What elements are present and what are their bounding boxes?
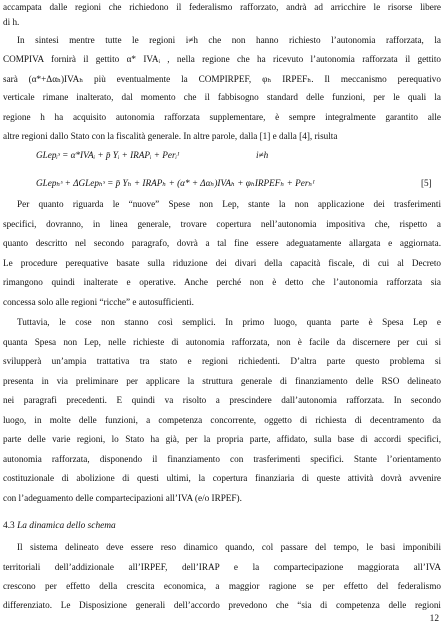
text-line: Il sistema delineato deve essere reso dinamico quando, col passare del tempo, le basi imponibili bbox=[17, 542, 441, 552]
text-line: territoriali dell’addizionale all’IRPEF, dell’IRAP e la compartecipazione maggiorata all’IVA bbox=[3, 562, 441, 572]
section-number: 4.3 bbox=[3, 521, 15, 531]
text-line: nei paragrafi precedenti. E quindi va risolto a prescindere dall’autonomia rafforzata. In secondo bbox=[3, 395, 441, 405]
text-line: accampata dalle regioni che richiedono il federalismo rafforzato, andrà ad arricchire le risorse libere bbox=[3, 2, 441, 12]
text-line: regione h ha acquisito autonomia rafforzata supplementare, è sempre integralmente garantito alle bbox=[3, 112, 441, 122]
text-line: svilupperà un’ampia trattativa tra stato e regioni richiedenti. D’altra parte questo problema si bbox=[3, 356, 441, 366]
text-line: autonomia rafforzata, disponendo il finanziamento con trasferimenti specifici. Stante l’orientamento bbox=[3, 454, 441, 464]
text-line: specifici, dovranno, in linea generale, trovare copertura nell’autonomia impositiva che, rispetto a bbox=[3, 219, 441, 229]
text-line: sarà (α*+Δαₕ)IVAₕ più eventualmente la COMPIRPEF, φₕ IRPEFₕ. Il meccanismo perequativo bbox=[3, 74, 441, 84]
equation-1: GLepᵢˢ = α*IVAᵢ + p̄ Yᵢ + IRAPᵢ + Perᵢᴵ bbox=[36, 150, 180, 160]
text-line: crescono per effetto della crescita economica, a maggior ragione se per effetto del federalismo bbox=[3, 581, 441, 591]
text-line: In sintesi mentre tutte le regioni i≠h che non hanno richiesto l’autonomia rafforzata, la bbox=[17, 35, 441, 45]
text-line: Per quanto riguarda le “nuove” Spese non Lep, stante la non applicazione dei trasferimenti bbox=[17, 199, 441, 209]
text-line: presenta in via preliminare per applicare la struttura generale di finanziamento delle RSO delineato bbox=[3, 376, 441, 386]
text-line: quanto descritto nel secondo paragrafo, dovrà a tal fine essere adeguatamente allargata e aggiornata. bbox=[3, 238, 441, 248]
equation-number: [5] bbox=[421, 178, 432, 188]
text-line: quanta Spesa non Lep, nelle richieste di autonomia rafforzata, non è facile da discernere per cui si bbox=[3, 337, 441, 347]
page-number: 12 bbox=[429, 614, 439, 624]
text-line: altre regioni dallo Stato con la fiscalità generale. In altre parole, dalla [1] e dalla [4], risulta bbox=[3, 131, 338, 141]
text-line: Tuttavia, le cose non stanno così semplici. In primo luogo, quanta parte è Spesa Lep e bbox=[17, 317, 441, 327]
text-line: verticale rimane inalterato, dal momento che il fabbisogno standard delle funzioni, per le quali la bbox=[3, 92, 441, 102]
text-line: parte delle varie regioni, lo Stato ha già, per la propria parte, affidato, sulla base di accordi specifici, bbox=[3, 434, 441, 444]
text-line: di h. bbox=[3, 17, 20, 27]
text-line: luogo, in molte delle funzioni, a competenza concorrente, oggetto di richiesta di decentramento da bbox=[3, 415, 441, 425]
text-line: concessa solo alle regioni “ricche” e autosufficienti. bbox=[3, 297, 194, 307]
text-line: Le procedure perequative basate sulla riduzione dei divari della capacità fiscale, di cui al Decreto bbox=[3, 258, 441, 268]
text-line: differenziato. Le Disposizione generali dell’accordo prevedono che “sia di competenza delle regioni bbox=[3, 600, 441, 610]
text-line: COMPIVA fornirà il gettito α* IVAᵢ , nella regione che ha ricevuto l’autonomia rafforzata il gettito bbox=[3, 54, 441, 64]
equation-2: GLepₕˢ + ΔGLepₕˢ = p̄ Yₕ + IRAPₕ + (α* + Δαₕ)IVAₕ + φₕIRPEFₕ + Perₕᴵ bbox=[36, 178, 315, 188]
section-heading bbox=[3, 521, 116, 531]
equation-1-condition: i≠h bbox=[256, 150, 269, 160]
text-line: con l’adeguamento delle compartecipazioni all’IVA (e/o IRPEF). bbox=[3, 493, 242, 503]
section-title: La dinamica dello schema bbox=[17, 521, 116, 531]
text-line: costituzionale di abolizione di questi ultimi, la copertura finanziaria di queste attività dovrà avvenire bbox=[3, 473, 441, 483]
text-line: rimangono quindi inalterate e operative. Anche perché non è detto che l’autonomia rafforzata sia bbox=[3, 277, 441, 287]
